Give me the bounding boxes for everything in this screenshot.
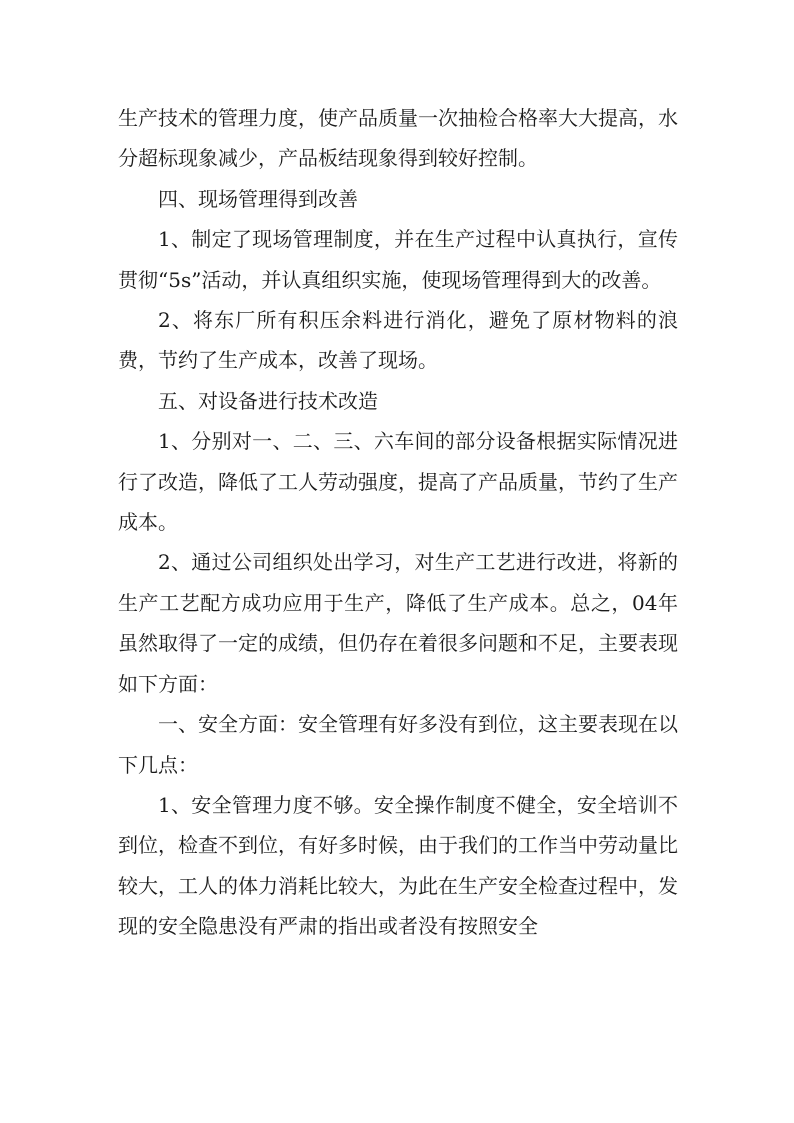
paragraph-1: 生产技术的管理力度，使产品质量一次抽检合格率大大提高，水分超标现象减少，产品板结现象得到较好控制。 bbox=[118, 106, 678, 171]
section-heading-5: 五、对设备进行技术改造 bbox=[158, 388, 378, 413]
paragraph-4: 2、将东厂所有积压余料进行消化，避免了原材物料的浪费，节约了生产成本，改善了现场。 bbox=[118, 308, 678, 373]
section-heading-4: 四、现场管理得到改善 bbox=[158, 186, 358, 211]
paragraph-7: 2、通过公司组织处出学习，对生产工艺进行改进，将新的生产工艺配方成功应用于生产，降低了生产成本。总之，04年虽然取得了一定的成绩，但仍存在着很多问题和不足，主要表现如下方面： bbox=[118, 550, 678, 696]
paragraph-3: 1、制定了现场管理制度，并在生产过程中认真执行，宣传贯彻“5s”活动，并认真组织实施，使现场管理得到大的改善。 bbox=[118, 227, 678, 292]
paragraph-6: 1、分别对一、二、三、六车间的部分设备根据实际情况进行了改造，降低了工人劳动强度，提高了产品质量，节约了生产成本。 bbox=[118, 429, 678, 535]
document-body bbox=[118, 98, 678, 947]
section-heading-safety: 一、安全方面：安全管理有好多没有到位，这主要表现在以下几点： bbox=[118, 712, 678, 777]
paragraph-9: 1、安全管理力度不够。安全操作制度不健全，安全培训不到位，检查不到位，有好多时候，由于我们的工作当中劳动量比较大，工人的体力消耗比较大，为此在生产安全检查过程中，发现的安全隐患没有严肃的指出或者没有按照安全 bbox=[118, 792, 678, 939]
